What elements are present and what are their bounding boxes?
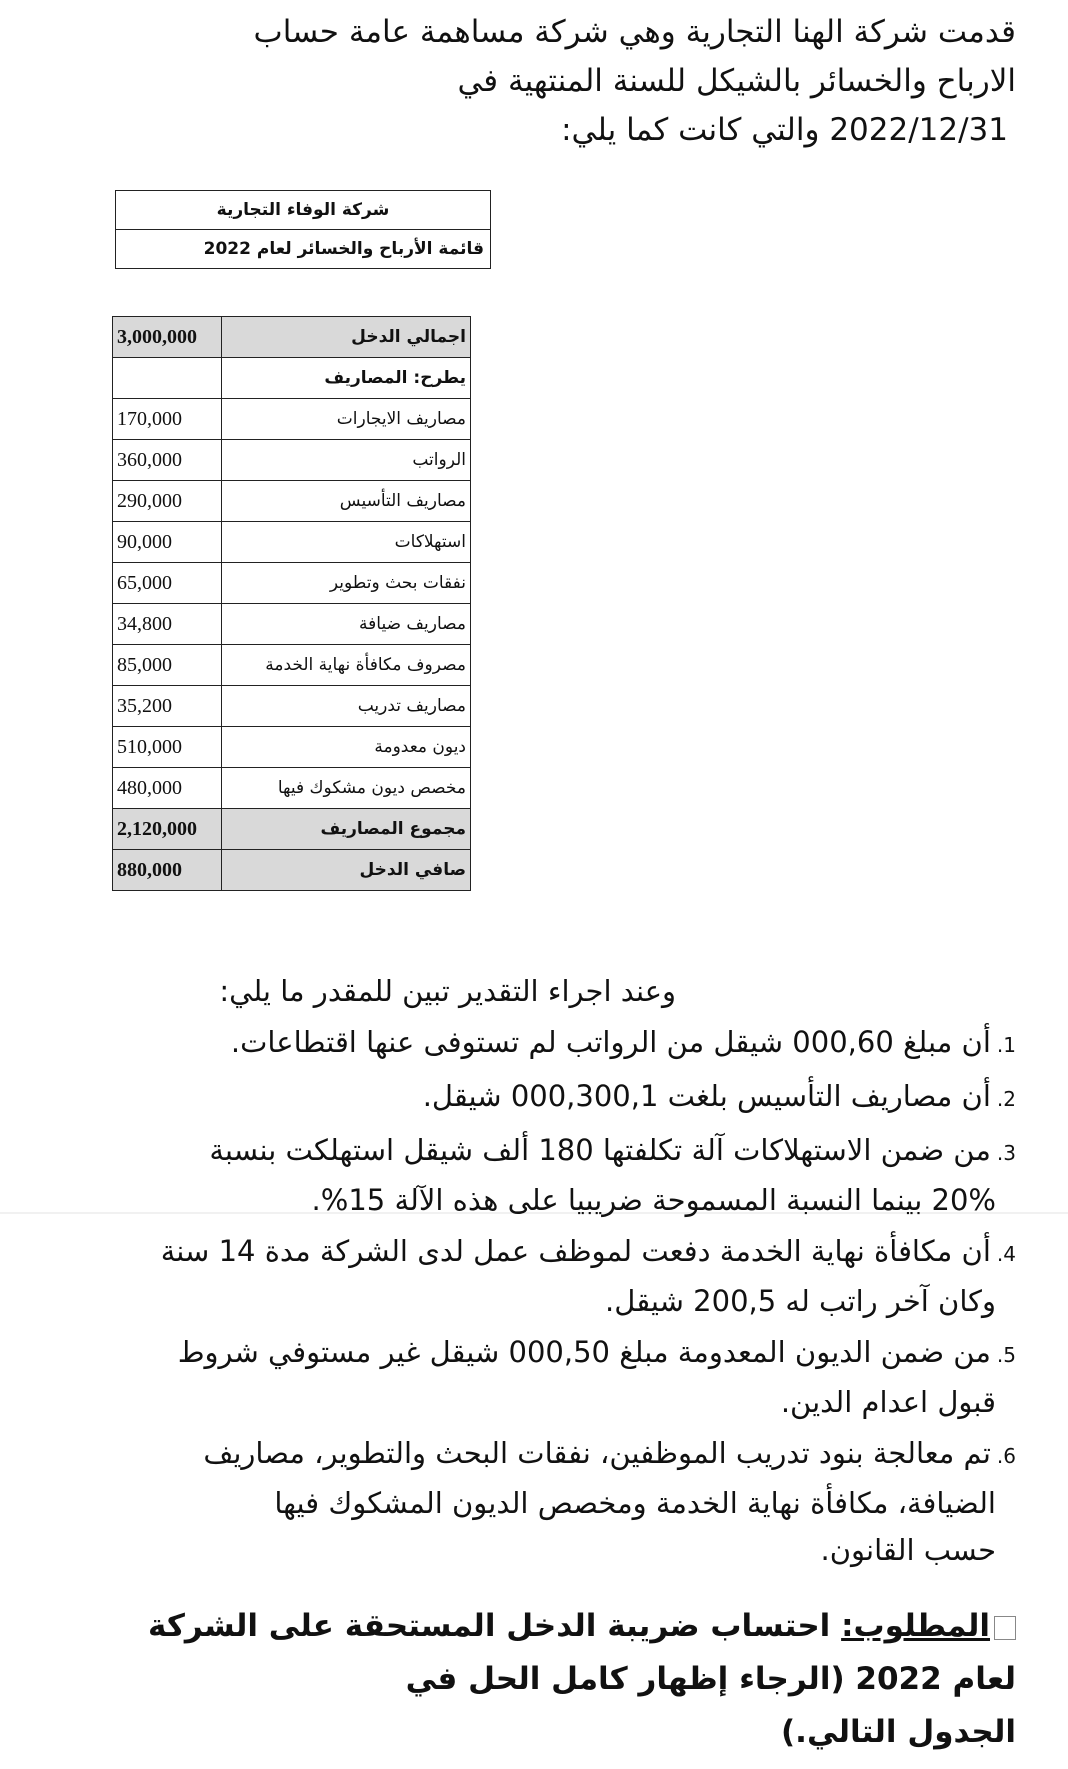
required-text-1: احتساب ضريبة الدخل المستحقة على الشركة <box>148 1608 831 1644</box>
list-item <box>56 1430 1016 1480</box>
item-number: 6. <box>996 1444 1016 1468</box>
item-number: 1. <box>996 1033 1016 1057</box>
less-expenses-value <box>113 358 222 399</box>
item-text-cont: وكان آخر راتب له 200,5 شيقل. <box>605 1284 996 1318</box>
checkbox-icon <box>994 1616 1016 1640</box>
expense-value: 34,800 <box>113 604 222 645</box>
total-income-label: اجمالي الدخل <box>222 317 471 358</box>
required-line-1 <box>56 1600 1016 1653</box>
notes-intro: وعند اجراء التقدير تبين للمقدر ما يلي: <box>219 974 676 1008</box>
list-item <box>56 1127 1016 1177</box>
item-text-cont: الضيافة، مكافأة نهاية الخدمة ومخصص الديون المشكوك فيها <box>274 1486 996 1520</box>
item-text: تم معالجة بنود تدريب الموظفين، نفقات البحث والتطوير، مصاريف <box>203 1436 991 1470</box>
list-item <box>56 1228 1016 1278</box>
expense-label: مصاريف ضيافة <box>222 604 471 645</box>
expense-label: ديون معدومة <box>222 727 471 768</box>
required-section <box>56 1600 1016 1759</box>
item-text: أن مبلغ 000,60 شيقل من الرواتب لم تستوفى عنها اقتطاعات. <box>230 1025 991 1059</box>
item-text: من ضمن الديون المعدومة مبلغ 000,50 شيقل غير مستوفي شروط <box>177 1335 991 1369</box>
total-income-value: 3,000,000 <box>113 317 222 358</box>
table-row <box>113 645 471 686</box>
table-row <box>113 522 471 563</box>
item-text: أن مصاريف التأسيس بلغت 000,300,1 شيقل. <box>422 1079 991 1113</box>
expense-label: استهلاكات <box>222 522 471 563</box>
expense-value: 85,000 <box>113 645 222 686</box>
net-income-value: 880,000 <box>113 850 222 891</box>
required-line-3: الجدول التالي.) <box>781 1714 1016 1750</box>
item-text: من ضمن الاستهلاكات آلة تكلفتها 180 ألف شيقل استهلكت بنسبة <box>209 1133 991 1167</box>
statement-header-table <box>115 190 491 269</box>
table-row <box>113 563 471 604</box>
assessment-notes <box>56 968 1016 1574</box>
net-income-label: صافي الدخل <box>222 850 471 891</box>
expense-value: 170,000 <box>113 399 222 440</box>
list-item <box>56 1329 1016 1379</box>
total-expenses-label: مجموع المصاريف <box>222 809 471 850</box>
total-expenses-value: 2,120,000 <box>113 809 222 850</box>
expense-value: 65,000 <box>113 563 222 604</box>
table-row-total-income <box>113 317 471 358</box>
table-row <box>113 440 471 481</box>
expense-label: مصاريف الايجارات <box>222 399 471 440</box>
table-row <box>113 481 471 522</box>
expense-value: 35,200 <box>113 686 222 727</box>
expense-value: 290,000 <box>113 481 222 522</box>
list-item <box>56 1019 1016 1069</box>
expense-value: 480,000 <box>113 768 222 809</box>
table-row <box>113 399 471 440</box>
expense-label: مصاريف تدريب <box>222 686 471 727</box>
item-number: 2. <box>996 1087 1016 1111</box>
table-row <box>113 686 471 727</box>
table-row <box>113 604 471 645</box>
company-name: شركة الوفاء التجارية <box>116 191 491 230</box>
item-text-cont: حسب القانون. <box>820 1533 996 1567</box>
required-line-2: لعام 2022 (الرجاء إظهار كامل الحل في <box>405 1661 1016 1697</box>
intro-line-2: الارباح والخسائر بالشيكل للسنة المنتهية في <box>457 63 1016 99</box>
less-expenses-label: يطرح: المصاريف <box>222 358 471 399</box>
item-number: 4. <box>996 1242 1016 1266</box>
intro-paragraph <box>56 8 1016 155</box>
expense-value: 510,000 <box>113 727 222 768</box>
expense-label: مصروف مكافأة نهاية الخدمة <box>222 645 471 686</box>
required-label: المطلوب: <box>841 1608 990 1644</box>
item-text-cont: قبول اعدام الدين. <box>780 1385 996 1419</box>
expense-value: 90,000 <box>113 522 222 563</box>
income-statement-table <box>112 316 471 891</box>
expense-label: نفقات بحث وتطوير <box>222 563 471 604</box>
expense-label: مصاريف التأسيس <box>222 481 471 522</box>
table-row-less-expenses <box>113 358 471 399</box>
list-item <box>56 1073 1016 1123</box>
item-text: أن مكافأة نهاية الخدمة دفعت لموظف عمل لدى الشركة مدة 14 سنة <box>160 1234 991 1268</box>
expense-label: مخصص ديون مشكوك فيها <box>222 768 471 809</box>
expense-value: 360,000 <box>113 440 222 481</box>
table-row <box>113 727 471 768</box>
item-text-cont: 20% بينما النسبة المسموحة ضريبيا على هذه الآلة 15%. <box>311 1183 996 1217</box>
item-number: 3. <box>996 1141 1016 1165</box>
intro-line-3: 2022/12/31 والتي كانت كما يلي: <box>561 112 1008 148</box>
expense-label: الرواتب <box>222 440 471 481</box>
statement-title: قائمة الأرباح والخسائر لعام 2022 <box>116 230 491 269</box>
table-row <box>113 768 471 809</box>
item-number: 5. <box>996 1343 1016 1367</box>
table-row-total-expenses <box>113 809 471 850</box>
table-row-net-income <box>113 850 471 891</box>
intro-line-1: قدمت شركة الهنا التجارية وهي شركة مساهمة عامة حساب <box>253 14 1016 50</box>
